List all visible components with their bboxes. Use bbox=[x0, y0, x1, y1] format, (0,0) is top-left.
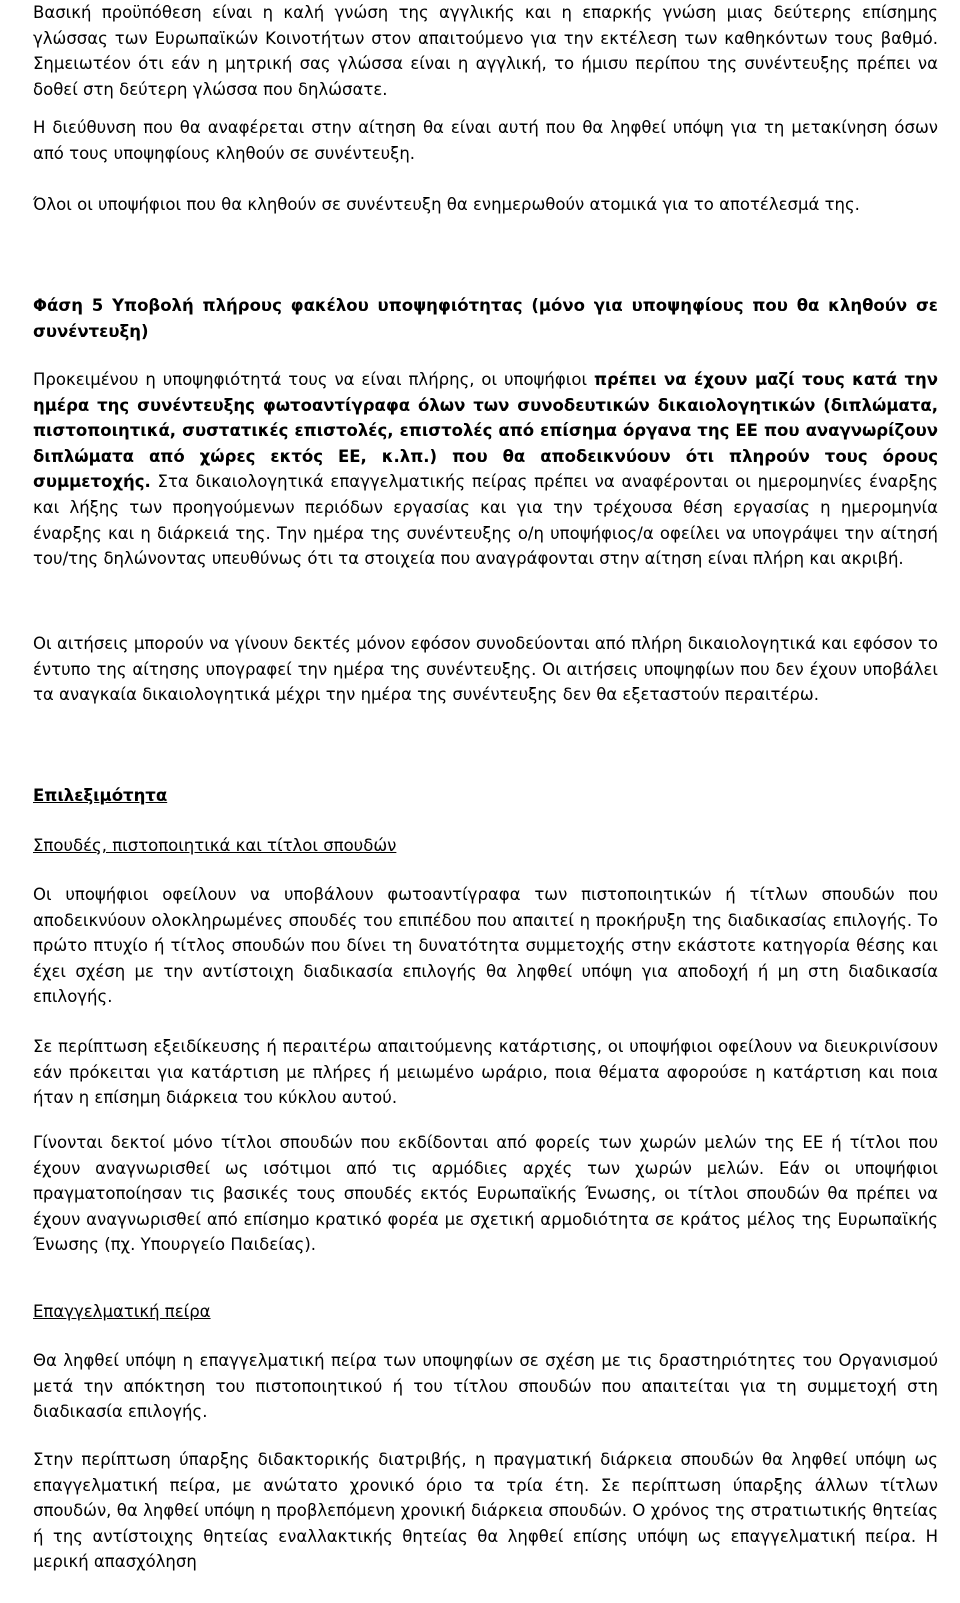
experience-heading: Επαγγελματική πείρα bbox=[33, 1302, 211, 1321]
paragraph-full-application-intro: Προκειμένου η υποψηφιότητά τους να είναι πλήρης, οι υποψήφιοι bbox=[33, 370, 594, 389]
paragraph-study-certificates: Οι υποψήφιοι οφείλουν να υποβάλουν φωτοαντίγραφα των πιστοποιητικών ή τίτλων σπουδών που αποδεικνύουν ολοκληρωμένες σπουδές του επιπέδου που απαιτεί η προκήρυξη της διαδικασίας επιλογής. Το πρώτο πτυχίο ή τίτλος σπουδών που δίνει τη δυνατότητα συμμετοχής στην εκάστοτε κατηγορία θέσης και έχει σχέση με την αντίστοιχη διαδικασία επιλογής θα ληφθεί υπόψη για αποδοχή ή μη στη διαδικασία επιλογής. bbox=[33, 885, 938, 1007]
paragraph-acceptance: Οι αιτήσεις μπορούν να γίνουν δεκτές μόνον εφόσον συνοδεύονται από πλήρη δικαιολογητικά και εφόσον το έντυπο της αίτησης υπογραφεί την ημέρα της συνέντευξης. Οι αιτήσεις υποψηφίων που δεν έχουν υποβάλει τα αναγκαία δικαιολογητικά μέχρι την ημέρα της συνέντευξης δεν θα εξεταστούν περαιτέρω. bbox=[33, 634, 938, 705]
paragraph-full-application-requirement: πρέπει να έχουν μαζί τους κατά την ημέρα της συνέντευξης φωτοαντίγραφα όλων των συνοδευτικών δικαιολογητικών (διπλώματα, πιστοποιητικά, συστατικές επιστολές, επιστολές από επίσημα όργανα της ΕΕ που αναγνωρίζουν διπλώματα από χώρες εκτός ΕΕ, κ.λπ.) που θα αποδεικνύουν ότι πληρούν τους όρους συμμετοχής. bbox=[33, 370, 938, 492]
paragraph-full-application-details: Στα δικαιολογητικά επαγγελματικής πείρας πρέπει να αναφέρονται οι ημερομηνίες έναρξης και λήξης των προηγούμενων περιόδων εργασίας και για την τρέχουσα θέση εργασίας η ημερομηνία έναρξης και η διάρκειά της. Την ημέρα της συνέντευξης ο/η υποψήφιος/α οφείλει να υπογράψει την αίτησή του/της δηλώνοντας υπευθύνως ότι τα στοιχεία που αναγράφονται στην αίτηση είναι πλήρη και ακριβή. bbox=[33, 472, 938, 569]
paragraph-address: Η διεύθυνση που θα αναφέρεται στην αίτηση θα είναι αυτή που θα ληφθεί υπόψη για τη μετακίνηση όσων από τους υποψηφίους κληθούν σε συνέντευξη. bbox=[33, 118, 938, 163]
paragraph-interview-results: Όλοι οι υποψήφιοι που θα κληθούν σε συνέντευξη θα ενημερωθούν ατομικά για το αποτέλεσμά της. bbox=[33, 195, 860, 214]
phase-5-heading: Φάση 5 Υποβολή πλήρους φακέλου υποψηφιότητας (μόνο για υποψηφίους που θα κληθούν σε συνέντευξη) bbox=[33, 296, 938, 341]
paragraph-doctoral-thesis: Στην περίπτωση ύπαρξης διδακτορικής διατριβής, η πραγματική διάρκεια σπουδών θα ληφθεί υπόψη ως επαγγελματική πείρα, με ανώτατο χρονικό όριο τα τρία έτη. Σε περίπτωση ύπαρξης άλλων τίτλων σπουδών, θα ληφθεί υπόψη η προβλεπόμενη χρονική διάρκεια σπουδών. Ο χρόνος της στρατιωτικής θητείας ή της αντίστοιχης θητείας εναλλακτικής θητείας θα ληφθεί επίσης υπόψη ως επαγγελματική πείρα. Η μερική απασχόληση bbox=[33, 1450, 938, 1572]
paragraph-full-application bbox=[33, 367, 938, 572]
paragraph-specialization: Σε περίπτωση εξειδίκευσης ή περαιτέρω απαιτούμενης κατάρτισης, οι υποψήφιοι οφείλουν να διευκρινίσουν εάν πρόκειται για κατάρτιση με πλήρες ή μειωμένο ωράριο, ποια θέματα αφορούσε η κατάρτιση και ποια ήταν η επίσημη διάρκεια του κύκλου αυτού. bbox=[33, 1037, 938, 1108]
paragraph-recognized-titles: Γίνονται δεκτοί μόνο τίτλοι σπουδών που εκδίδονται από φορείς των χωρών μελών της ΕΕ ή τίτλοι που έχουν αναγνωρισθεί ως ισότιμοι από τις αρμόδιες αρχές των χωρών μελών. Εάν οι υποψήφιοι πραγματοποίησαν τις βασικές τους σπουδές εκτός Ευρωπαϊκής Ένωσης, οι τίτλοι σπουδών θα πρέπει να έχουν αναγνωρισθεί από επίσημο κρατικό φορέα με σχετική αρμοδιότητα σε κράτος μέλος της Ευρωπαϊκής Ένωσης (πχ. Υπουργείο Παιδείας). bbox=[33, 1133, 938, 1255]
paragraph-professional-experience: Θα ληφθεί υπόψη η επαγγελματική πείρα των υποψηφίων σε σχέση με τις δραστηριότητες του Οργανισμού μετά την απόκτηση του πιστοποιητικού ή του τίτλου σπουδών που απαιτείται για τη συμμετοχή στη διαδικασία επιλογής. bbox=[33, 1351, 938, 1422]
studies-heading: Σπουδές, πιστοποιητικά και τίτλοι σπουδών bbox=[33, 836, 397, 855]
eligibility-heading: Επιλεξιμότητα bbox=[33, 786, 168, 805]
paragraph-language-requirement: Βασική προϋπόθεση είναι η καλή γνώση της αγγλικής και η επαρκής γνώση μιας δεύτερης επίσημης γλώσσας των Ευρωπαϊκών Κοινοτήτων στον απαιτούμενο για την εκτέλεση των καθηκόντων τους βαθμό. Σημειωτέον ότι εάν η μητρική σας γλώσσα είναι η αγγλική, το ήμισυ περίπου της συνέντευξης πρέπει να δοθεί στη δεύτερη γλώσσα που δηλώσατε. bbox=[33, 3, 938, 99]
